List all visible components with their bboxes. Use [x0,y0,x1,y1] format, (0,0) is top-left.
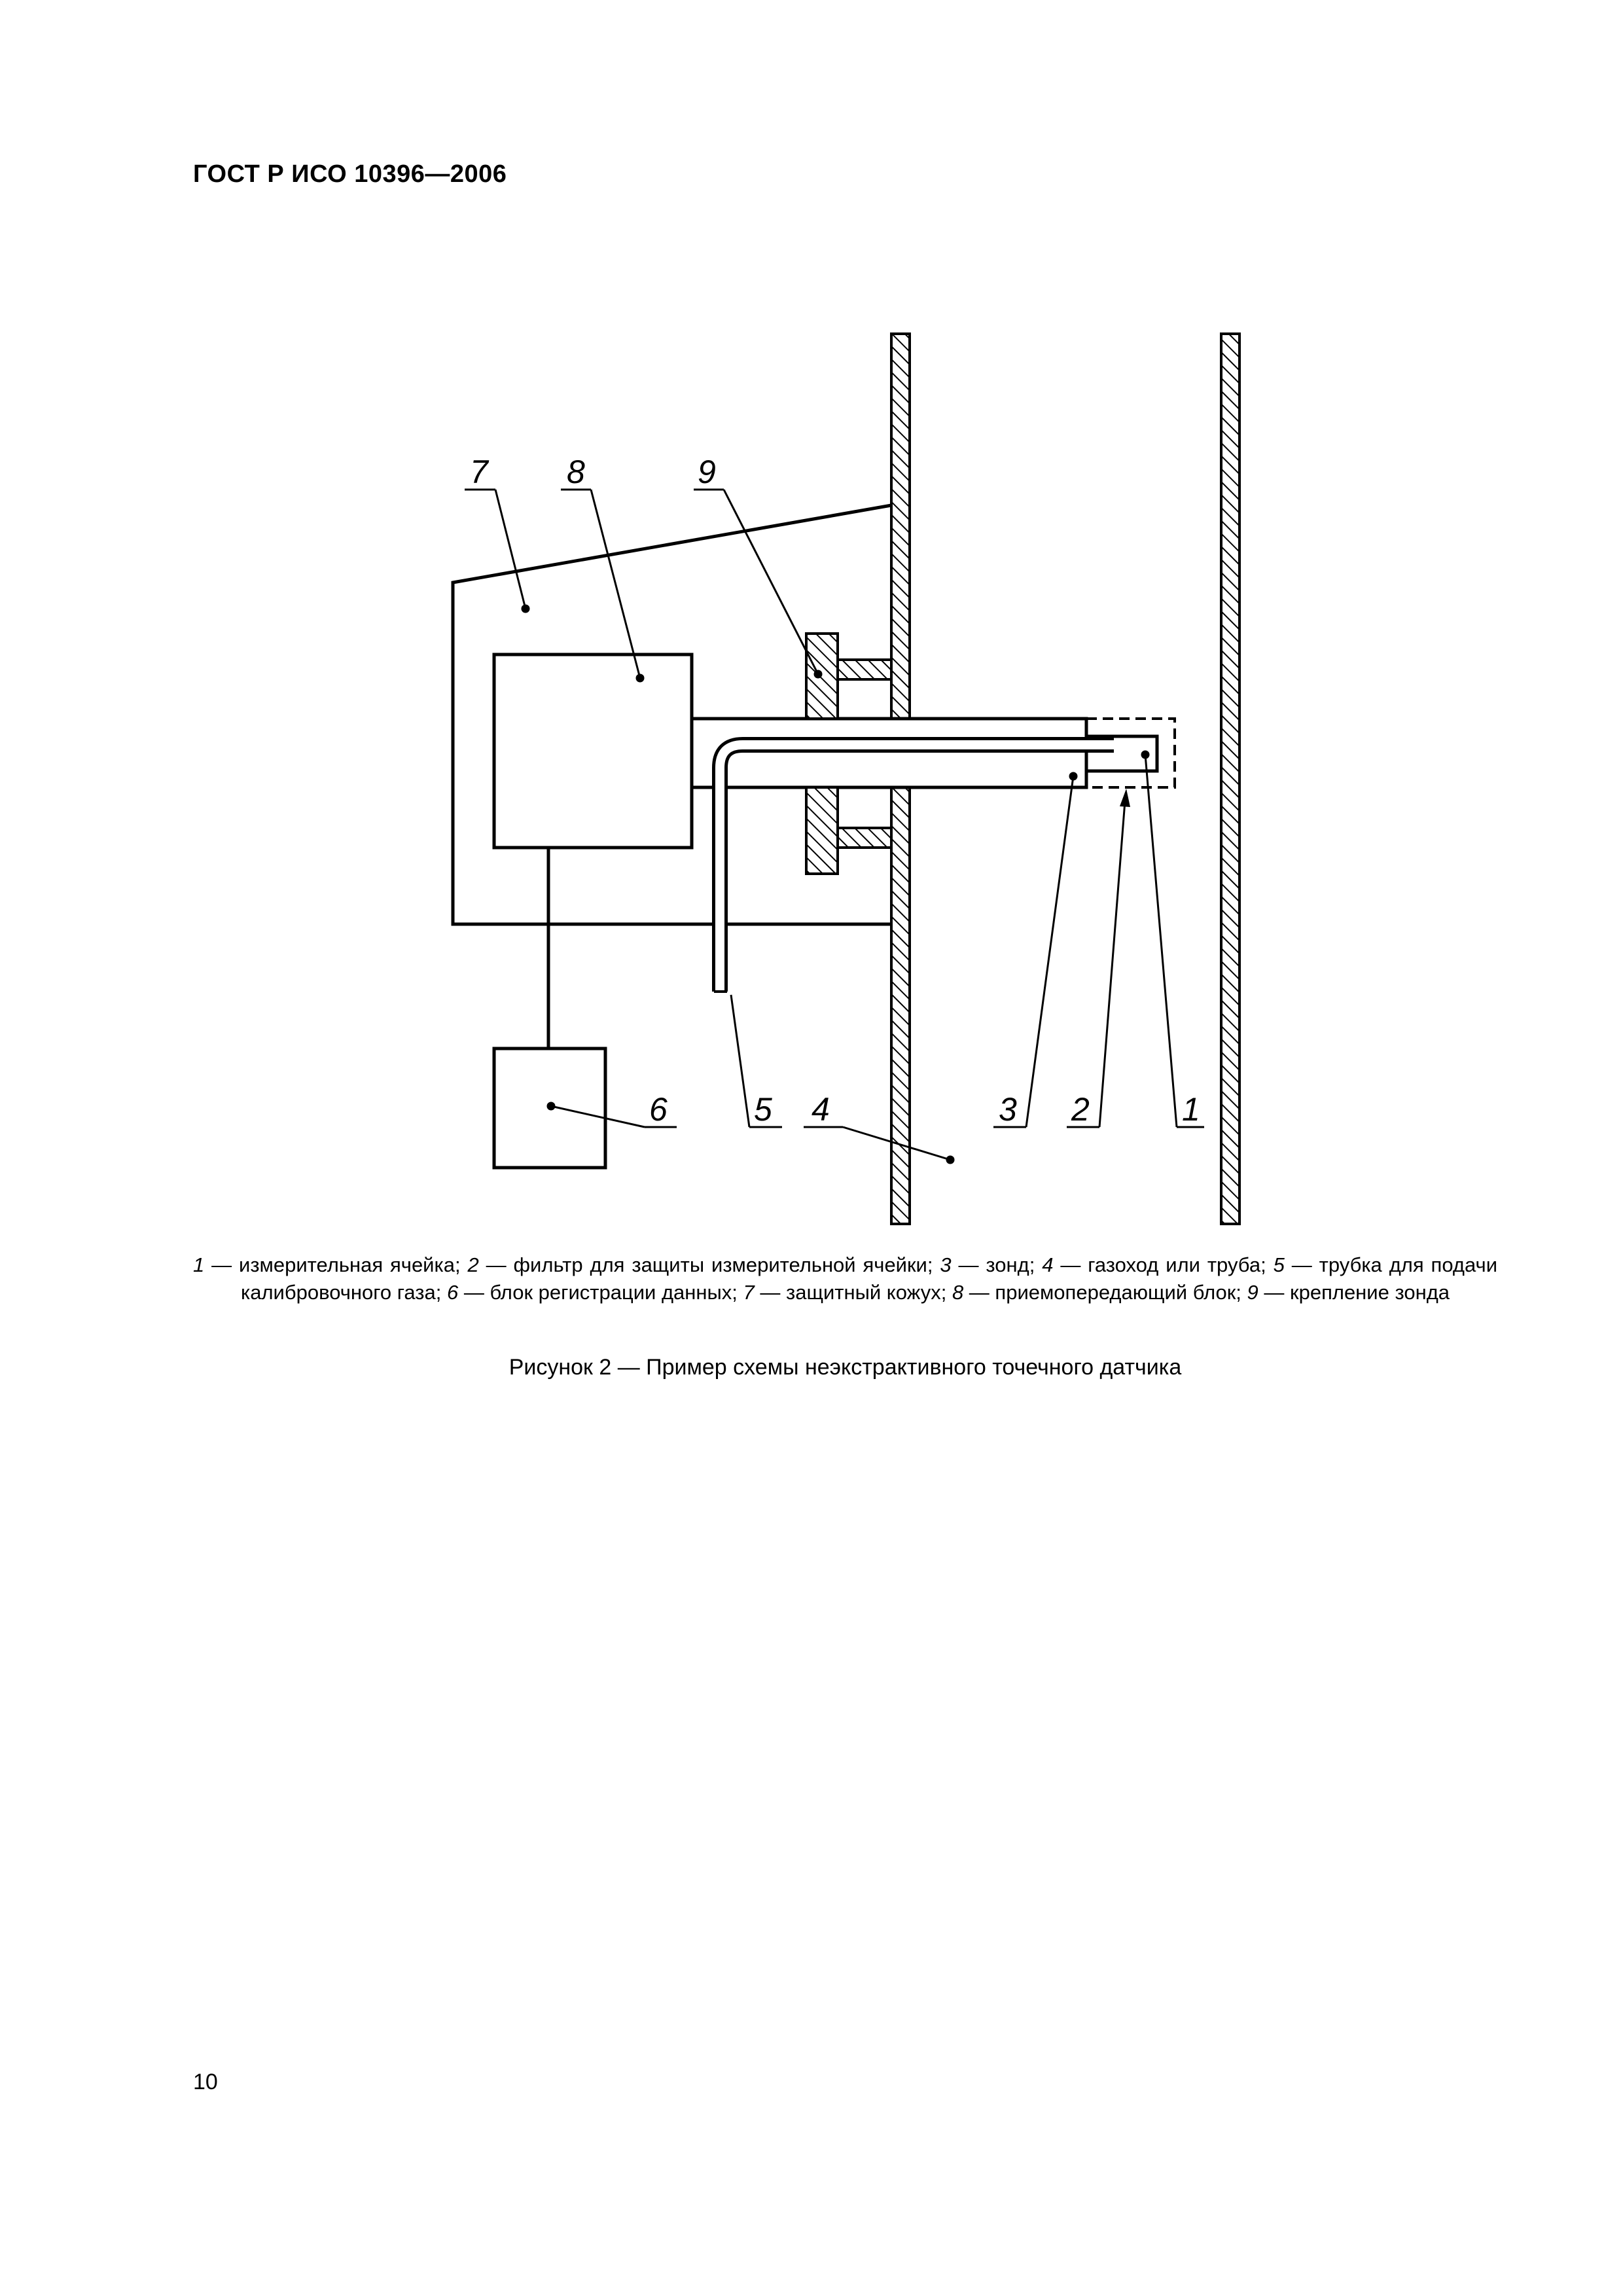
legend-num: 3 [940,1253,952,1276]
standard-designation: ГОСТ Р ИСО 10396—2006 [193,160,507,188]
figure-caption: Рисунок 2 — Пример схемы неэкстрактивного точечного датчика [508,1355,1182,1380]
callout-7: 7 [470,454,488,490]
legend-num: 1 [193,1253,205,1276]
legend-text: — крепление зонда [1258,1281,1450,1304]
legend-num: 5 [1273,1253,1285,1276]
callout-6: 6 [649,1091,668,1128]
filter-arrowhead [1120,789,1130,807]
page-number: 10 [193,2070,218,2094]
legend-text: — фильтр для защиты измерительной ячейки; [478,1253,940,1276]
legend-num: 7 [743,1281,755,1304]
duct-right-wall [1221,334,1240,1224]
legend-num: 4 [1042,1253,1054,1276]
callout-8: 8 [567,454,585,490]
legend-num: 2 [467,1253,479,1276]
figure-legend [193,1251,1497,1306]
cell-filter [1086,719,1175,787]
callout-4: 4 [812,1091,830,1128]
legend-text: — измерительная ячейка; [204,1253,468,1276]
legend-text: — газоход или труба; [1053,1253,1274,1276]
callout-2: 2 [1071,1091,1090,1128]
legend-text: — зонд; [951,1253,1043,1276]
legend-num: 6 [446,1281,459,1304]
callout-9: 9 [698,454,716,490]
transceiver-unit [494,655,692,848]
callout-3: 3 [999,1091,1017,1128]
callout-5: 5 [754,1091,772,1128]
legend-text: — блок регистрации данных; [458,1281,743,1304]
legend-num: 8 [952,1281,964,1304]
legend-text: — приемопередающий блок; [963,1281,1247,1304]
legend-text: — трубка для подачи калибровочного газа; [240,1253,1498,1304]
legend-num: 9 [1247,1281,1258,1304]
probe-body [692,719,1086,787]
callout-1: 1 [1182,1091,1200,1128]
legend-text: — защитный кожух; [754,1281,952,1304]
